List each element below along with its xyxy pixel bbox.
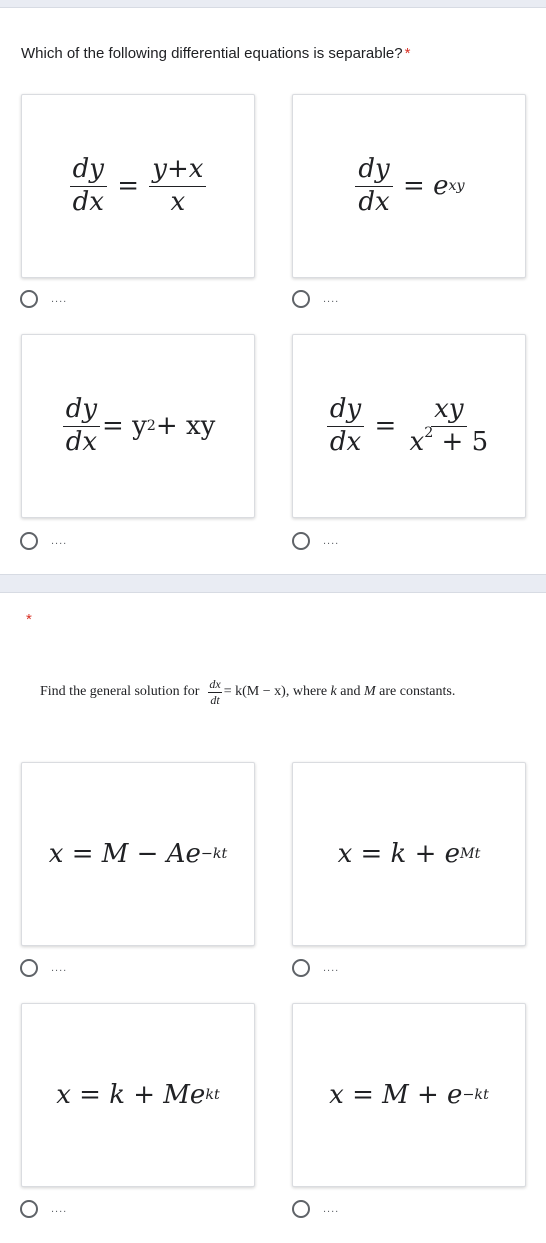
equation-3: x = k + Me kt: [56, 1080, 220, 1110]
question-card-1: [0, 7, 546, 575]
option-label: ....: [323, 1203, 340, 1215]
radio-button[interactable]: [20, 290, 38, 308]
equation-1: $\frac{dy}{dx}$ = $\frac{y+x}{x}$: [22, 95, 254, 277]
option-2[interactable]: [292, 959, 339, 977]
equation-2: x = k + e Mt: [337, 839, 481, 869]
radio-button[interactable]: [292, 1200, 310, 1218]
option-label: ....: [51, 293, 68, 305]
radio-button[interactable]: [292, 959, 310, 977]
option-label: ....: [323, 535, 340, 547]
option-4[interactable]: [292, 532, 339, 550]
radio-button[interactable]: [20, 1200, 38, 1218]
option-image-3[interactable]: [21, 1003, 255, 1187]
question-card-2: [0, 592, 546, 1243]
equation-1: x = M − Ae −kt: [48, 839, 228, 869]
question-text: Which of the following differential equations is separable?: [21, 45, 403, 62]
equation-4: $\frac{dy}{dx}$ = $\frac{xy}{x^2 + 5}$: [293, 335, 525, 517]
radio-button[interactable]: [292, 290, 310, 308]
required-asterisk: *: [26, 611, 32, 628]
option-label: ....: [51, 1203, 68, 1215]
option-label: ....: [323, 293, 340, 305]
option-image-2[interactable]: [292, 762, 526, 946]
question-text: Find the general solution for $\frac{dx}{dt}$ = k(M − x), where k and M are constants.: [40, 677, 456, 707]
option-3[interactable]: [20, 532, 67, 550]
option-label: ....: [51, 535, 68, 547]
option-2[interactable]: [292, 290, 339, 308]
option-image-2[interactable]: [292, 94, 526, 278]
option-image-1[interactable]: [21, 762, 255, 946]
option-image-3[interactable]: [21, 334, 255, 518]
option-image-4[interactable]: [292, 1003, 526, 1187]
option-3[interactable]: [20, 1200, 67, 1218]
question-title: [21, 45, 410, 62]
equation-3: $\frac{dy}{dx}$ = y 2 + xy: [22, 335, 254, 517]
radio-button[interactable]: [20, 959, 38, 977]
radio-button[interactable]: [292, 532, 310, 550]
equation-4: x = M + e −kt: [329, 1080, 489, 1110]
option-label: ....: [323, 962, 340, 974]
option-image-4[interactable]: [292, 334, 526, 518]
option-1[interactable]: [20, 959, 67, 977]
radio-button[interactable]: [20, 532, 38, 550]
equation-2: $\frac{dy}{dx}$ = e xy: [293, 95, 525, 277]
option-label: ....: [51, 962, 68, 974]
option-1[interactable]: [20, 290, 67, 308]
required-asterisk: *: [404, 45, 411, 62]
option-4[interactable]: [292, 1200, 339, 1218]
option-image-1[interactable]: [21, 94, 255, 278]
